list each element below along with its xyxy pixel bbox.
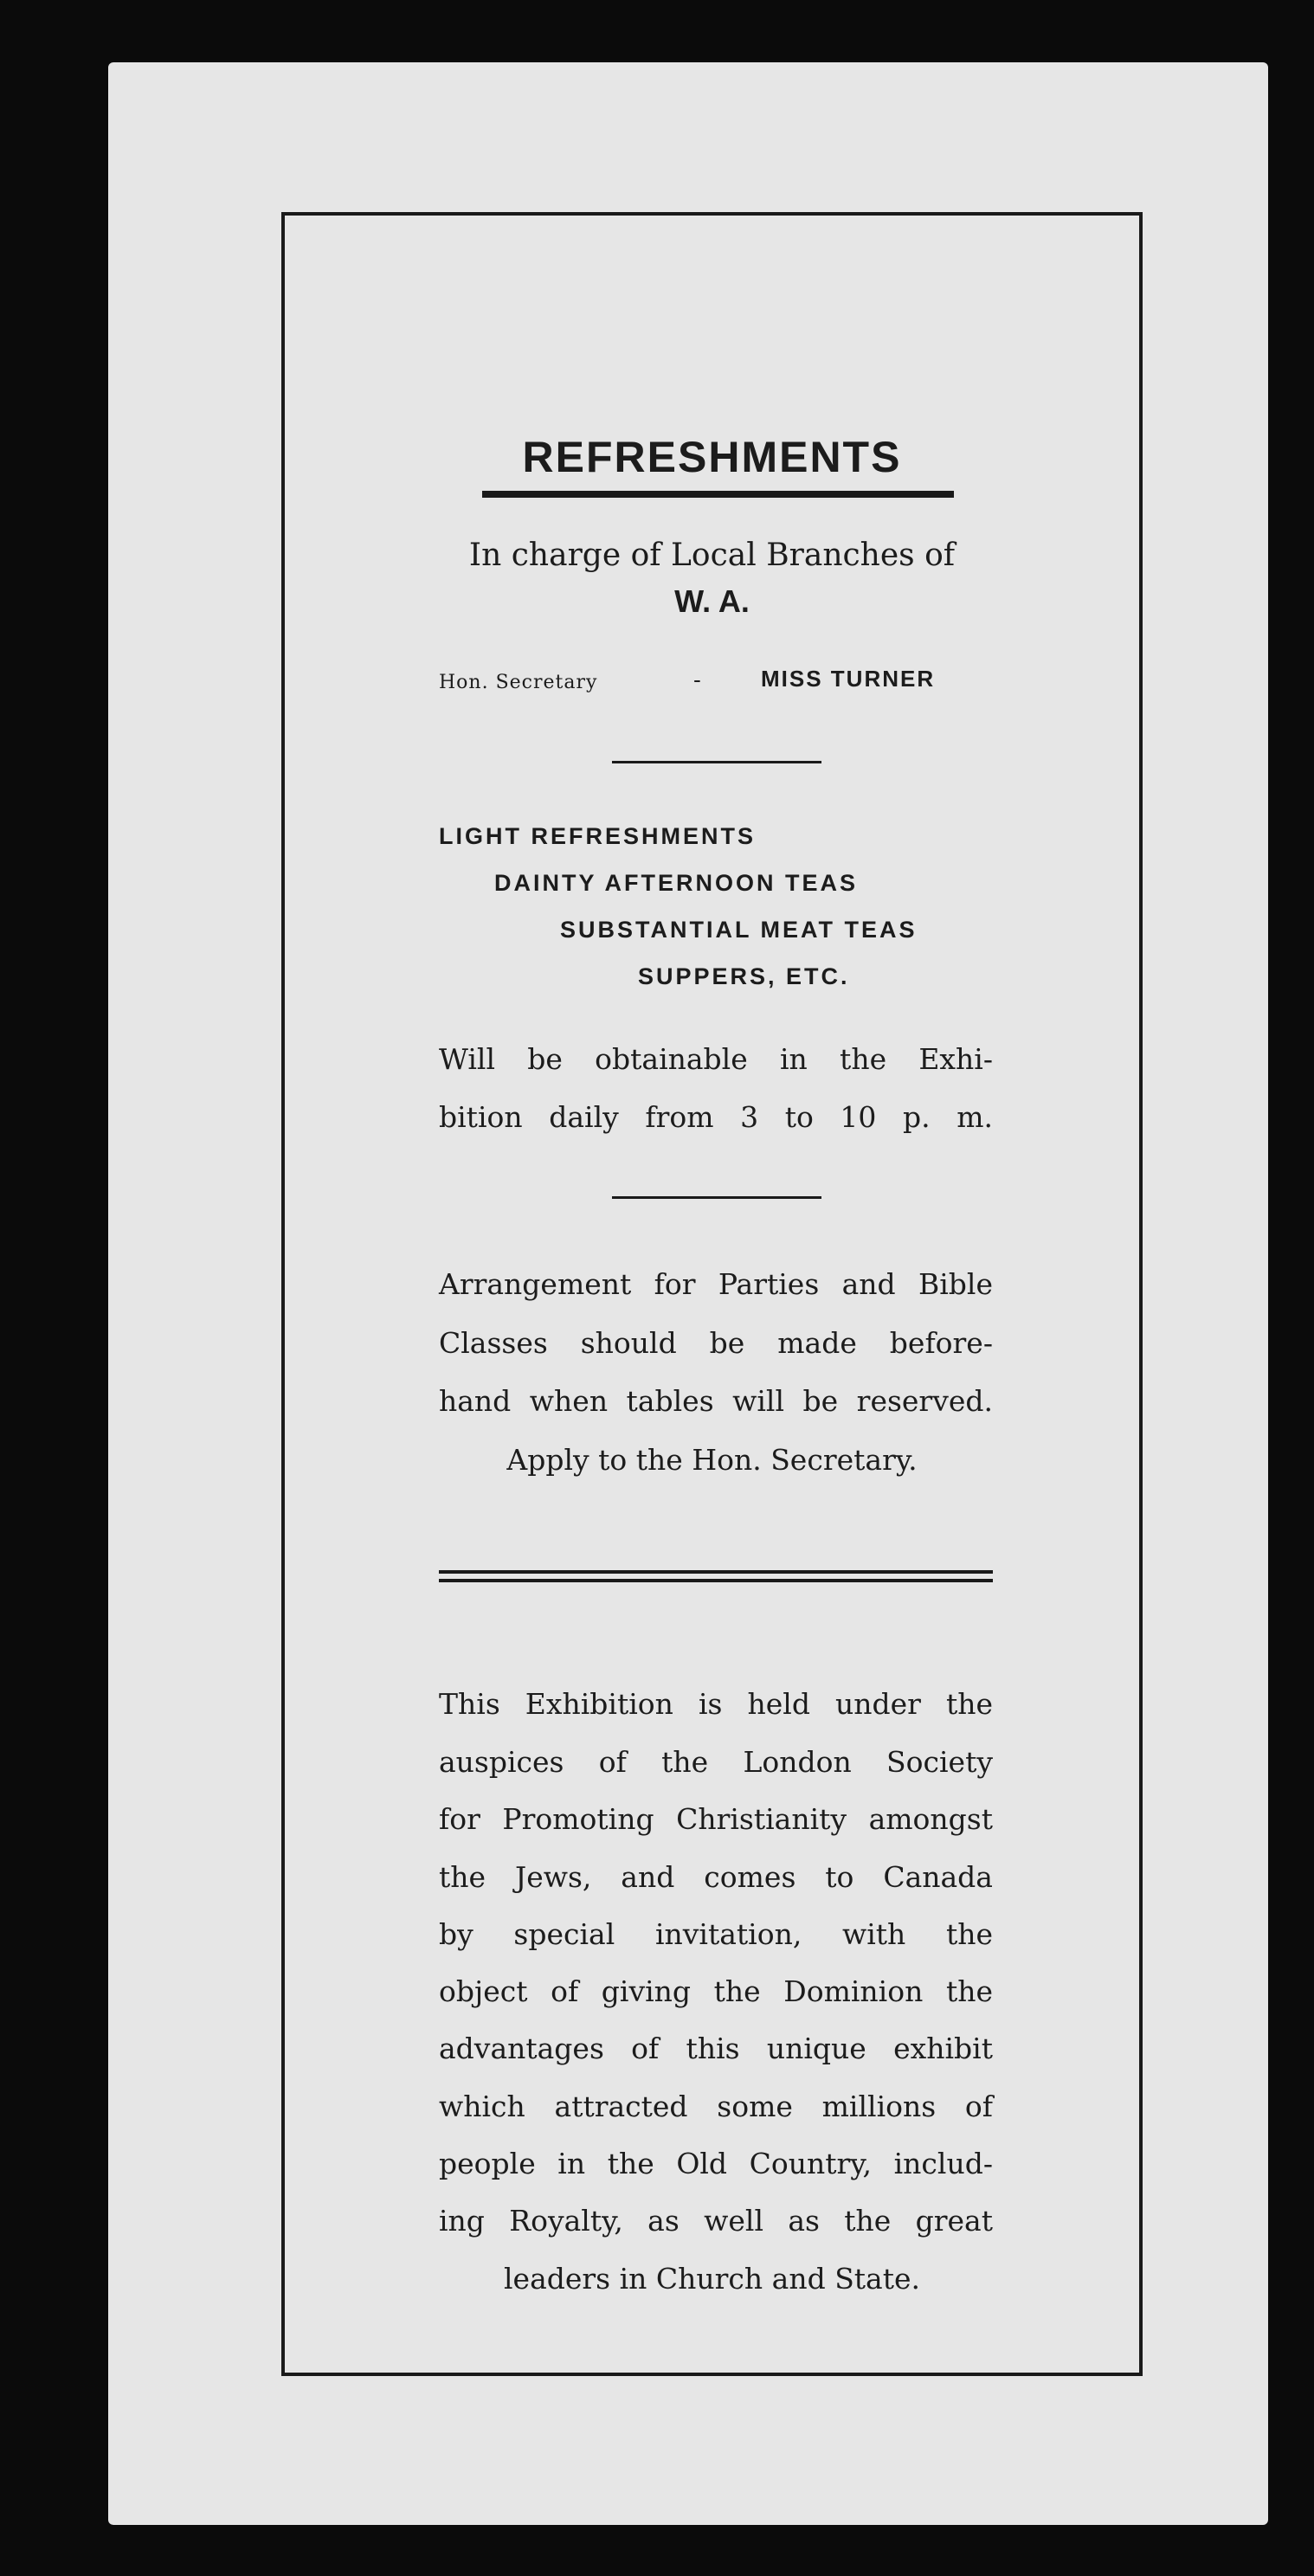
secretary-label: Hon. Secretary — [439, 672, 598, 693]
availability-line: bition daily from 3 to 10 p. m. — [439, 1100, 993, 1134]
availability-line: Will be obtainable in the Exhi- — [439, 1042, 993, 1076]
page-border-frame — [281, 212, 1143, 2376]
charge-organization: W. A. — [674, 583, 750, 619]
section-divider — [612, 1196, 821, 1199]
document-page — [108, 62, 1268, 2525]
charge-line: In charge of Local Branches of — [468, 538, 956, 573]
title-underline — [482, 491, 954, 498]
arrangements-line: Classes should be made before- — [439, 1326, 993, 1360]
exhibition-line: ing Royalty, as well as the great — [439, 2204, 993, 2238]
exhibition-line: object of giving the Dominion the — [439, 1974, 993, 2008]
exhibition-line: which attracted some millions of — [439, 2090, 993, 2123]
exhibition-line: advantages of this unique exhibit — [439, 2032, 993, 2065]
arrangements-line: Arrangement for Parties and Bible — [439, 1267, 993, 1301]
menu-item: SUBSTANTIAL MEAT TEAS — [560, 917, 918, 943]
exhibition-line: the Jews, and comes to Canada — [439, 1860, 993, 1894]
exhibition-line: for Promoting Christianity amongst — [439, 1802, 993, 1836]
exhibition-line: people in the Old Country, includ- — [439, 2147, 993, 2180]
page-title: REFRESHMENTS — [522, 433, 902, 481]
secretary-name: MISS TURNER — [761, 666, 936, 692]
arrangements-line: hand when tables will be reserved. — [439, 1384, 993, 1418]
double-divider — [439, 1570, 993, 1582]
exhibition-line: auspices of the London Society — [439, 1745, 993, 1779]
secretary-dash: - — [693, 667, 701, 693]
exhibition-line: by special invitation, with the — [439, 1917, 993, 1951]
menu-item: LIGHT REFRESHMENTS — [439, 823, 757, 849]
menu-item: SUPPERS, ETC. — [638, 963, 850, 989]
section-divider — [612, 761, 821, 763]
exhibition-last-line: leaders in Church and State. — [503, 2262, 921, 2296]
exhibition-line: This Exhibition is held under the — [439, 1687, 993, 1721]
menu-item: DAINTY AFTERNOON TEAS — [494, 870, 859, 896]
apply-line: Apply to the Hon. Secretary. — [506, 1443, 918, 1477]
